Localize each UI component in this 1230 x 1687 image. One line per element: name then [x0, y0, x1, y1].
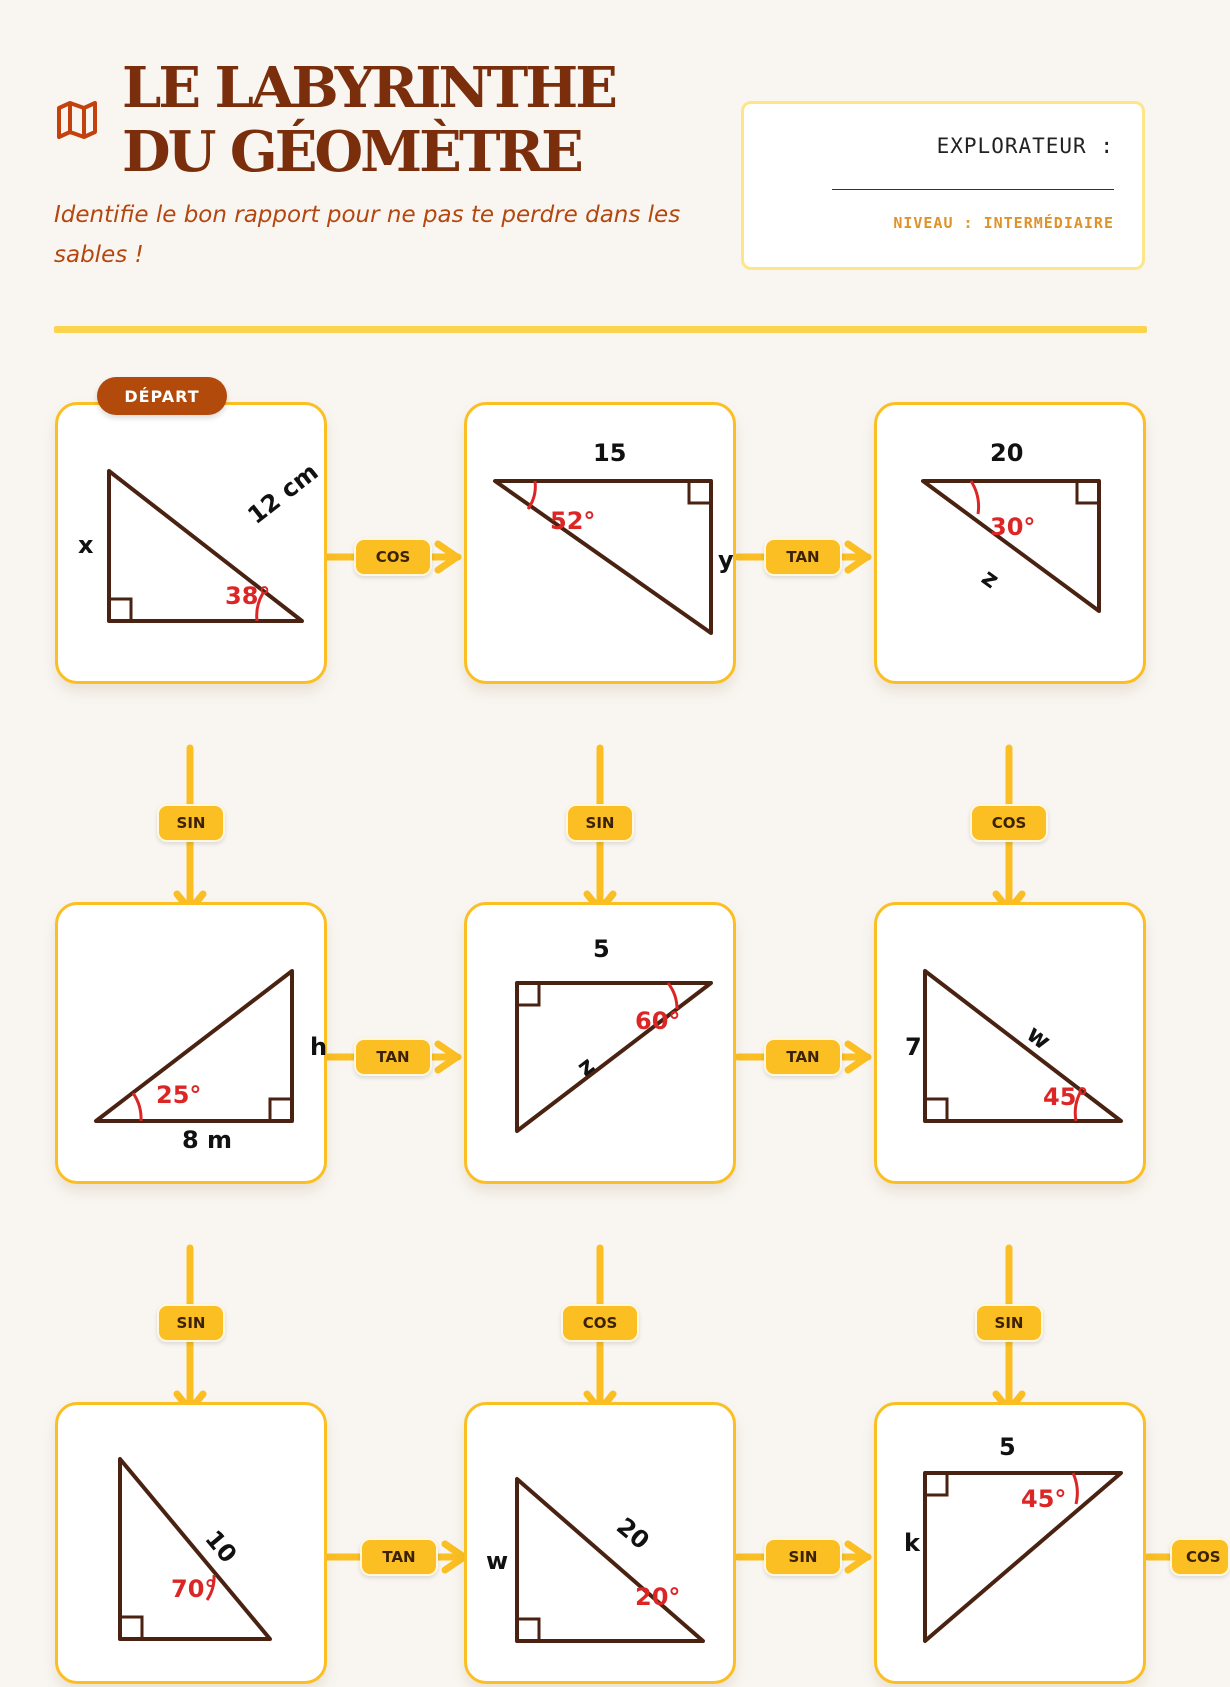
- angle-label: 70°: [171, 1575, 217, 1603]
- triangle-card[interactable]: [874, 1402, 1146, 1684]
- arrow-right-icon: [445, 1544, 464, 1570]
- level-label: NIVEAU : INTERMÉDIAIRE: [893, 214, 1114, 232]
- angle-label: 45°: [1043, 1083, 1089, 1111]
- page-subtitle: Identifie le bon rapport pour ne pas te perdre dans les sables !: [54, 202, 681, 268]
- start-badge: DÉPART: [97, 377, 227, 415]
- angle-label: 20°: [635, 1583, 681, 1611]
- angle-label: 30°: [990, 513, 1036, 541]
- triangle-figure: [58, 1405, 330, 1687]
- angle-label: 52°: [550, 507, 596, 535]
- triangle-figure: [467, 405, 739, 687]
- explorer-box: [741, 101, 1145, 270]
- angle-label: 45°: [1021, 1485, 1067, 1513]
- angle-label: 25°: [156, 1081, 202, 1109]
- triangle-figure: [58, 905, 330, 1187]
- side-label: 8 m: [182, 1126, 233, 1154]
- triangle-card[interactable]: [464, 1402, 736, 1684]
- side-label: 20: [611, 1512, 655, 1556]
- arrow-right-icon: [438, 544, 457, 570]
- side-label: k: [904, 1529, 920, 1557]
- header-divider: [54, 326, 1147, 333]
- map-icon: [55, 98, 99, 142]
- side-label: x: [78, 531, 94, 559]
- side-label: w: [1021, 1019, 1057, 1056]
- connector-label[interactable]: SIN: [157, 804, 225, 842]
- angle-label: 38°: [225, 582, 271, 610]
- triangle-card[interactable]: [874, 402, 1146, 684]
- triangle-figure: [58, 405, 330, 687]
- triangle-figure: [877, 905, 1149, 1187]
- connector-label[interactable]: COS: [354, 538, 432, 576]
- connector-label[interactable]: COS: [1170, 1538, 1230, 1576]
- triangle-figure: [467, 905, 739, 1187]
- arrow-right-icon: [438, 1044, 457, 1070]
- side-label: y: [718, 546, 734, 574]
- triangle-figure: [877, 1405, 1149, 1687]
- connector-label[interactable]: TAN: [764, 1038, 842, 1076]
- page-title: LE LABYRINTHE DU GÉOMÈTRE: [122, 55, 615, 185]
- arrow-right-icon: [848, 544, 867, 570]
- side-label: w: [486, 1547, 509, 1575]
- connector-label[interactable]: COS: [970, 804, 1048, 842]
- explorer-label: EXPLORATEUR :: [936, 134, 1114, 158]
- explorer-name-field[interactable]: [832, 189, 1114, 190]
- triangle-card[interactable]: [874, 902, 1146, 1184]
- connector-label[interactable]: SIN: [566, 804, 634, 842]
- side-label: 7: [905, 1033, 922, 1061]
- triangle-card[interactable]: [55, 1402, 327, 1684]
- side-label: 12 cm: [242, 457, 324, 530]
- arrow-right-icon: [848, 1044, 867, 1070]
- triangle-card[interactable]: [55, 402, 327, 684]
- side-label: 15: [593, 439, 627, 467]
- side-label: 5: [999, 1433, 1016, 1461]
- triangle-card[interactable]: [464, 902, 736, 1184]
- side-label: h: [310, 1033, 328, 1061]
- angle-label: 60°: [635, 1007, 681, 1035]
- connector-label[interactable]: SIN: [157, 1304, 225, 1342]
- triangle-figure: [877, 405, 1149, 687]
- triangle-card[interactable]: [55, 902, 327, 1184]
- side-label: z: [976, 563, 1005, 595]
- connector-label[interactable]: TAN: [360, 1538, 438, 1576]
- side-label: z: [571, 1051, 600, 1082]
- triangle-card[interactable]: [464, 402, 736, 684]
- triangle-figure: [467, 1405, 739, 1687]
- connector-label[interactable]: TAN: [764, 538, 842, 576]
- connector-label[interactable]: SIN: [764, 1538, 842, 1576]
- arrow-right-icon: [848, 1544, 867, 1570]
- connector-label[interactable]: COS: [561, 1304, 639, 1342]
- connector-label[interactable]: TAN: [354, 1038, 432, 1076]
- side-label: 10: [199, 1524, 243, 1569]
- connector-label[interactable]: SIN: [975, 1304, 1043, 1342]
- side-label: 20: [990, 439, 1024, 467]
- side-label: 5: [593, 935, 610, 963]
